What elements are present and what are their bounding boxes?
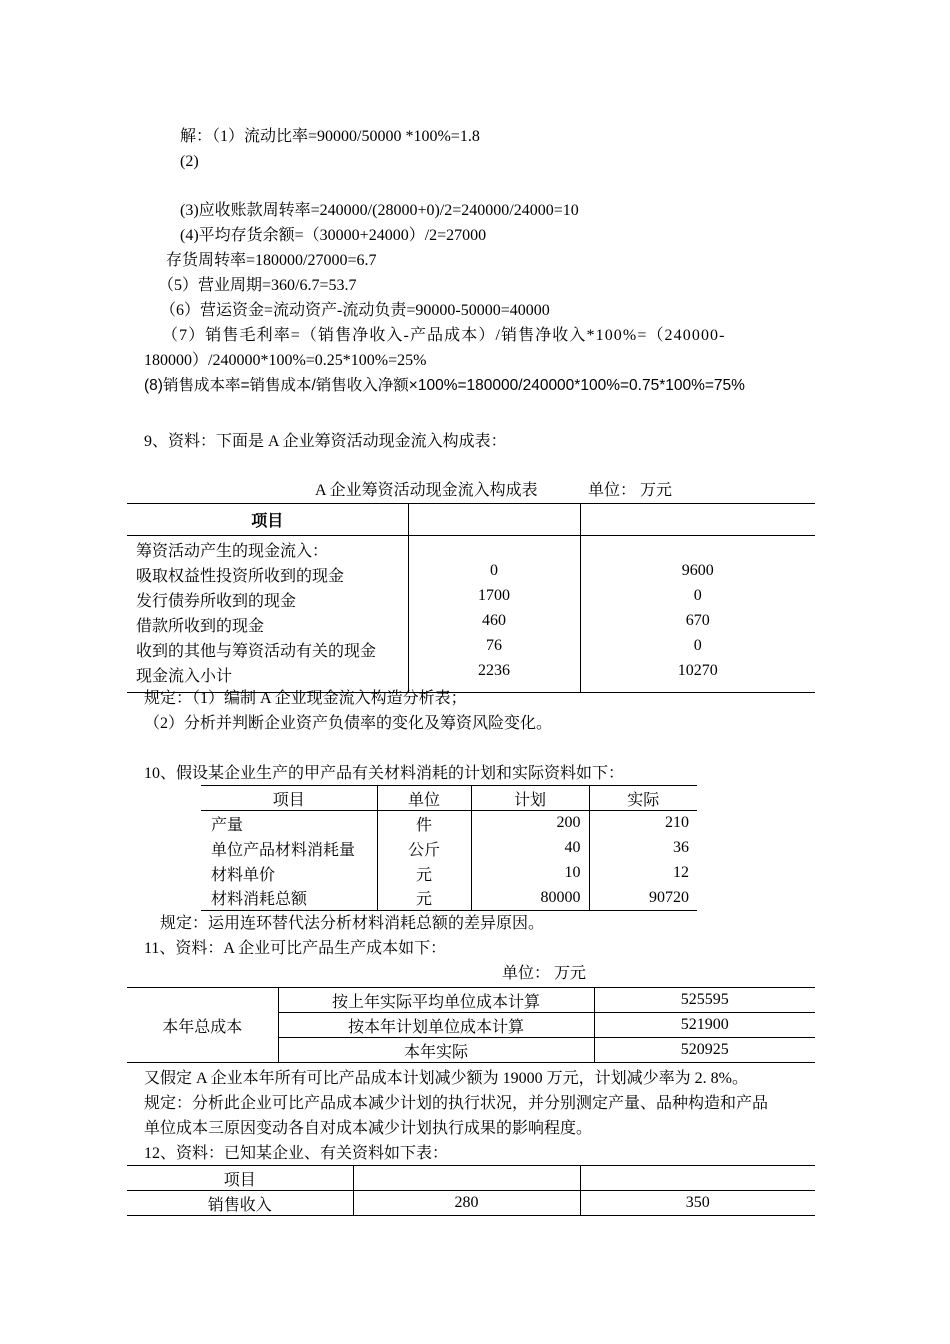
q9-col1-value: 76	[486, 637, 502, 654]
solution-line-9: (8)销售成本率=销售成本/销售收入净额×100%=180000/240000*100%=0.75*100%=75%	[144, 377, 745, 394]
q10-header: 计划	[471, 786, 589, 811]
q11-requirement-a: 规定：分析此企业可比产品成本减少计划的执行状况，并分别测定产量、品种构造和产品	[144, 1095, 769, 1112]
table-row: 材料消耗总额 元 80000 90720	[201, 886, 697, 911]
q9-item: 收到的其他与筹资活动有关的现金	[136, 643, 377, 660]
q9-item: 发行债券所收到的现金	[136, 593, 297, 610]
q9-intro: 9、资料：下面是 A 企业筹资活动现金流入构成表：	[144, 433, 507, 450]
q10-header: 项目	[201, 786, 377, 811]
q9-col2-value: 10270	[677, 662, 718, 679]
solution-line-8b: 180000）/240000*100%=0.25*100%=25%	[144, 352, 427, 369]
table-row: 材料单价 元 10 12	[201, 861, 697, 886]
solution-line-4: (4)平均存货余额=（30000+24000）/2=27000	[180, 227, 487, 244]
q9-header-item: 项目	[127, 504, 408, 536]
q10-table	[201, 785, 697, 911]
solution-line-7: （6）营运资金=流动资产-流动负责=90000-50000=40000	[160, 302, 550, 319]
table-row: 本年实际 520925	[127, 1038, 815, 1063]
q12-intro: 12、资料：已知某企业、有关资料如下表：	[144, 1145, 449, 1162]
q11-unit: 单位： 万元	[502, 965, 587, 982]
q9-col1-cell	[408, 536, 580, 693]
q9-item: 借款所收到的现金	[136, 618, 265, 635]
q9-item: 吸取权益性投资所收到的现金	[136, 568, 345, 585]
q9-col2-value: 0	[693, 587, 702, 604]
q12-header-item: 项目	[127, 1166, 353, 1191]
solution-line-3: (3)应收账款周转率=240000/(28000+0)/2=240000/24000=10	[180, 202, 579, 219]
q9-caption: A 企业筹资活动现金流入构成表	[315, 482, 538, 499]
q9-col2-cell	[580, 536, 815, 693]
q10-requirement: 规定：运用连环替代法分析材料消耗总额的差异原因。	[160, 915, 545, 932]
q9-col2-value: 0	[693, 637, 702, 654]
q9-col1-value: 1700	[478, 587, 510, 604]
q9-col2-value: 9600	[681, 562, 714, 579]
solution-line-8a: （7）销售毛利率=（销售净收入-产品成本）/销售净收入*100%=（240000-	[162, 327, 726, 344]
table-row: 销售收入 280 350	[127, 1191, 815, 1216]
solution-line-5: 存货周转率=180000/27000=6.7	[166, 252, 377, 269]
q9-item: 筹资活动产生的现金流入：	[136, 543, 329, 560]
q9-items-cell	[127, 536, 408, 693]
q11-row-head: 本年总成本	[127, 988, 278, 1063]
q10-header: 实际	[627, 791, 660, 809]
q10-header: 单位	[377, 786, 471, 811]
solution-line-6: （5）营业周期=360/6.7=53.7	[158, 277, 357, 294]
q12-table	[127, 1165, 815, 1216]
q9-table	[127, 503, 815, 693]
q9-unit: 单位： 万元	[588, 482, 673, 499]
table-row: 按本年计划单位成本计算 521900	[127, 1013, 815, 1038]
q9-col1-value: 2236	[478, 662, 510, 679]
solution-line-2: (2)	[180, 153, 199, 170]
q9-requirement-1: 规定：（1）编制 A 企业现金流入构造分析表；	[144, 690, 467, 707]
q11-note: 又假定 A 企业本年所有可比产品成本计划减少额为 19000 万元，计划减少率为 2. 8%。	[144, 1070, 749, 1087]
q10-intro: 10、假设某企业生产的甲产品有关材料消耗的计划和实际资料如下：	[144, 765, 625, 782]
q11-table	[127, 987, 815, 1063]
q9-col2-value: 670	[685, 612, 710, 629]
q9-requirement-2: （2）分析并判断企业资产负债率的变化及筹资风险变化。	[144, 715, 553, 732]
q9-col1-value: 0	[490, 562, 498, 579]
q9-item: 现金流入小计	[136, 668, 233, 685]
table-row: 本年总成本 按上年实际平均单位成本计算 525595	[127, 988, 815, 1013]
q11-intro: 11、资料：A 企业可比产品生产成本如下：	[144, 940, 447, 957]
q11-requirement-b: 单位成本三原因变动各自对成本减少计划执行成果的影响程度。	[144, 1120, 593, 1137]
table-row: 产量 件 200 210	[201, 811, 697, 836]
solution-line-1: 解：（1）流动比率=90000/50000 *100%=1.8	[180, 128, 480, 145]
q9-col1-value: 460	[482, 612, 506, 629]
table-row: 单位产品材料消耗量 公斤 40 36	[201, 836, 697, 861]
